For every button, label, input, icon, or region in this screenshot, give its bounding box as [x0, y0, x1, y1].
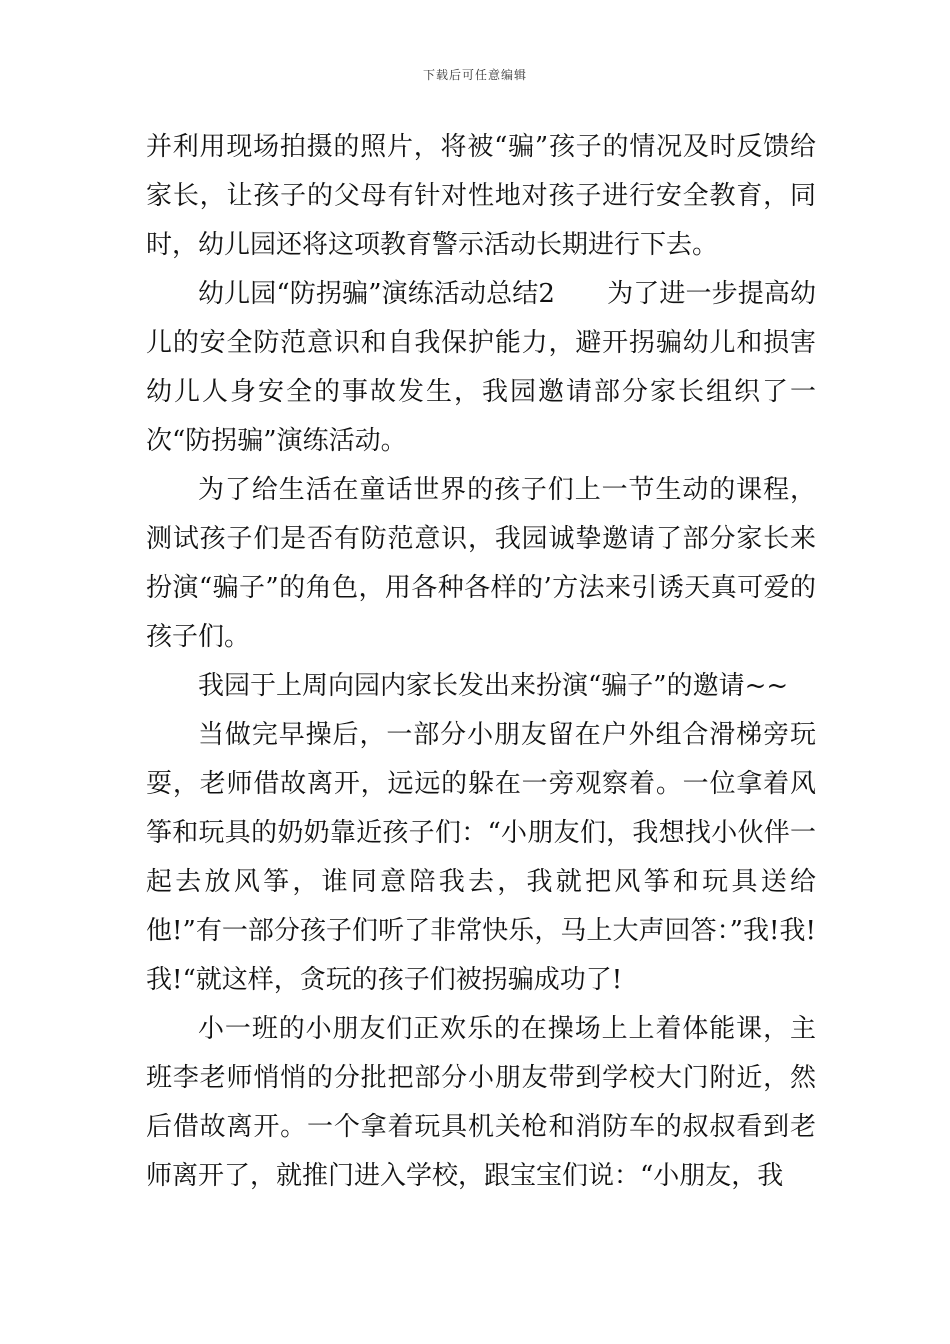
paragraph-2 — [146, 270, 816, 466]
header-note: 下载后可任意编辑 — [422, 68, 527, 82]
paragraph-4: 我园于上周向园内家长发出来扮演“骗子”的邀请~~ — [198, 671, 789, 701]
paragraph-2-text: 为了进一步提高幼儿的安全防范意识和自我保护能力，避开拐骗幼儿和损害幼儿人身安全的事故发生，我园邀请部分家长组织了一次“防拐骗”演练活动。 — [146, 279, 816, 456]
section-title: 幼儿园“防拐骗”演练活动总结2 — [198, 279, 555, 309]
paragraph-3: 为了给生活在童话世界的孩子们上一节生动的课程，测试孩子们是否有防范意识，我园诚挚邀请了部分家长来扮演“骗子”的角色，用各种各样的’方法来引诱天真可爱的孩子们。 — [146, 475, 816, 652]
paragraph-6: 小一班的小朋友们正欢乐的在操场上上着体能课，主班李老师悄悄的分批把部分小朋友带到学校大门附近，然后借故离开。一个拿着玩具机关枪和消防车的叔叔看到老师离开了，就推门进入学校，跟宝宝们说：“小朋友，我 — [146, 1014, 816, 1191]
paragraph-5: 当做完早操后，一部分小朋友留在户外组合滑梯旁玩耍，老师借故离开，远远的躲在一旁观察着。一位拿着风筝和玩具的奶奶靠近孩子们：“小朋友们，我想找小伙伴一起去放风筝，谁同意陪我去，我就把风筝和玩具送给他!”有一部分孩子们听了非常快乐，马上大声回答：”我!我!我!“就这样，贪玩的孩子们被拐骗成功了! — [146, 720, 816, 995]
document-body — [146, 123, 816, 1201]
paragraph-1: 并利用现场拍摄的照片，将被“骗”孩子的情况及时反馈给家长，让孩子的父母有针对性地对孩子进行安全教育，同时，幼儿园还将这项教育警示活动长期进行下去。 — [146, 132, 816, 260]
